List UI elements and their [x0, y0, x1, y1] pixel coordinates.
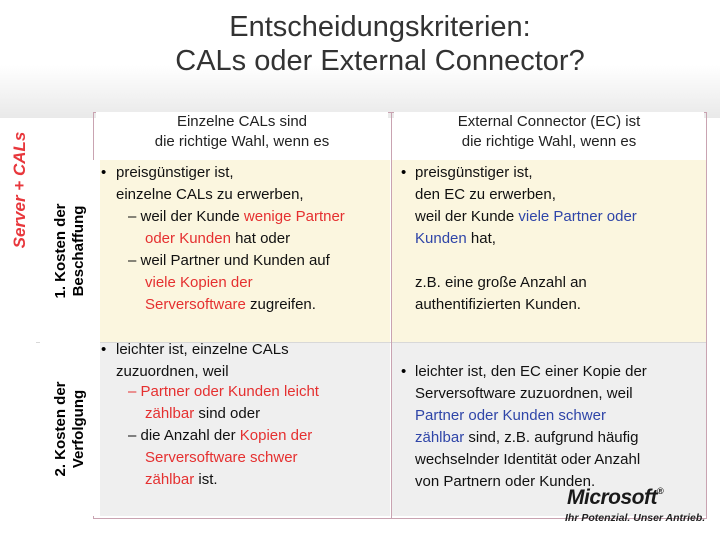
cell-b-line — [415, 228, 496, 250]
row-label-tracking — [40, 342, 100, 516]
cell-a-line — [128, 206, 345, 228]
row2-label-line1: 2. Kosten der — [52, 381, 69, 477]
cell-c-line: Serversoftware schwer — [145, 449, 298, 466]
header-cals-line1: Einzelne CALs sind — [176, 113, 308, 130]
cell-c-text: ist. — [194, 471, 218, 488]
cell-d-line: Partner oder Kunden schwer — [415, 407, 606, 424]
cell-b-line — [415, 206, 637, 228]
trademark-symbol: ® — [657, 486, 664, 496]
header-ec-line1: External Connector (EC) ist — [457, 113, 641, 130]
cell-b-line: den EC zu erwerben, — [415, 186, 556, 203]
cell-c-text: – die Anzahl der — [128, 427, 240, 444]
slide-title — [40, 10, 720, 78]
title-line-1: Entscheidungskriterien: — [229, 11, 531, 43]
cell-a-text: – weil der Kunde — [128, 208, 244, 225]
cell-a-highlight: oder Kunden — [145, 230, 231, 247]
column-header-cals — [96, 112, 388, 158]
cell-d-line: wechselnder Identität oder Anzahl — [415, 451, 641, 468]
header-ec-line2: die richtige Wahl, wenn es — [461, 133, 637, 150]
cell-c-line — [145, 469, 218, 491]
cell-a-text: hat oder — [230, 230, 291, 247]
cell-d-line: von Partnern oder Kunden. — [415, 473, 596, 490]
row-label-purchase — [40, 160, 100, 342]
cell-a-line: – weil Partner und Kunden auf — [128, 252, 330, 269]
cell-b-text: weil der Kunde — [415, 208, 519, 225]
cell-a-line: preisgünstiger ist, — [116, 164, 234, 181]
cell-a-line — [145, 294, 316, 316]
cell-b-line: z.B. eine große Anzahl an — [415, 274, 587, 291]
row1-label-line2: Beschaffung — [70, 205, 87, 297]
cell-d-line: Serversoftware zuzuordnen, weil — [415, 385, 633, 402]
cell-d-line: leichter ist, den EC einer Kopie der — [415, 363, 647, 380]
microsoft-logo — [567, 486, 663, 510]
header-cals-line2: die richtige Wahl, wenn es — [154, 133, 330, 150]
cell-a-line: viele Kopien der — [145, 274, 253, 291]
cell-c-text: sind oder — [194, 405, 261, 422]
row1-label-line1: 1. Kosten der — [52, 203, 69, 299]
cell-c-highlight: Kopien der — [239, 427, 313, 444]
cell-c-line: leichter ist, einzelne CALs — [116, 341, 289, 358]
cell-c-highlight: zählbar — [145, 471, 195, 488]
cell-b-highlight: Kunden — [415, 230, 467, 247]
cell-c-line — [145, 403, 260, 425]
cell-c-line: zuzuordnen, weil — [116, 363, 229, 380]
cell-b-text: hat, — [466, 230, 496, 247]
side-label — [6, 110, 34, 270]
cell-a-highlight: wenige Partner — [243, 208, 345, 225]
cell-a-line: einzelne CALs zu erwerben, — [116, 186, 304, 203]
cell-b-highlight: viele Partner oder — [518, 208, 637, 225]
bullet: • — [401, 164, 407, 181]
cell-b-line: authentifizierten Kunden. — [415, 296, 581, 313]
side-label-text: Server + CALs — [10, 131, 29, 249]
cell-d-text: sind, z.B. aufgrund häufig — [464, 429, 639, 446]
cell-c-highlight: zählbar — [145, 405, 195, 422]
logo-brand: Microsoft — [567, 486, 657, 509]
row2-label-line2: Verfolgung — [70, 389, 87, 469]
bullet: • — [401, 363, 407, 380]
cell-d-highlight: zählbar — [415, 429, 465, 446]
cell-d-line — [415, 427, 638, 449]
cell-a-highlight: Serversoftware — [145, 296, 246, 313]
column-header-ec — [394, 112, 704, 158]
title-line-2: CALs oder External Connector? — [175, 45, 585, 77]
logo-tagline: Ihr Potenzial. Unser Antrieb. — [565, 512, 706, 524]
cell-c-line — [128, 425, 312, 447]
cell-a-text: zugreifen. — [245, 296, 316, 313]
cell-b-line: preisgünstiger ist, — [415, 164, 533, 181]
cell-a-line — [145, 228, 290, 250]
bullet: • — [101, 341, 107, 358]
cell-c-line: – Partner oder Kunden leicht — [128, 383, 319, 400]
bullet: • — [101, 164, 107, 181]
